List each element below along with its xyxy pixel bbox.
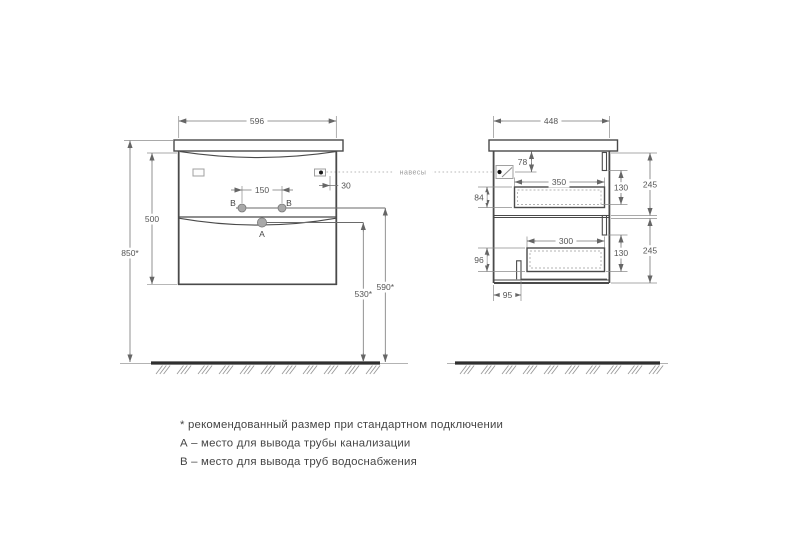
floor-hatch-tick bbox=[265, 366, 272, 375]
drain-hole bbox=[257, 218, 266, 227]
dimension-label: 78 bbox=[517, 157, 528, 167]
hangers-label: навесы bbox=[399, 169, 427, 177]
dimension-label: 95 bbox=[502, 290, 513, 300]
floor-hatch-tick bbox=[370, 366, 377, 375]
floor-hatch-tick bbox=[160, 366, 167, 375]
water-hole-right bbox=[278, 204, 286, 212]
note-a: А – место для вывода трубы канализации bbox=[180, 437, 411, 450]
dimension-label: 130 bbox=[613, 182, 629, 193]
dimension-label: 300 bbox=[558, 236, 574, 246]
floor-hatch-tick bbox=[353, 366, 360, 375]
floor-hatch-tick bbox=[374, 366, 381, 375]
dim-front-width bbox=[179, 116, 337, 138]
dim-front-body-height bbox=[142, 153, 177, 284]
dimension-label: 84 bbox=[474, 192, 484, 203]
floor-hatch-tick bbox=[185, 366, 192, 375]
dimension-label: 448 bbox=[543, 116, 559, 126]
floor-side bbox=[447, 363, 668, 374]
dim-bottom-drawer-depth bbox=[527, 236, 605, 248]
water-label-right: B bbox=[286, 198, 292, 208]
countertop-side bbox=[489, 140, 618, 151]
front-view bbox=[120, 140, 408, 374]
countertop-front bbox=[174, 140, 343, 151]
floor-hatch-tick bbox=[328, 366, 335, 375]
floor-hatch-tick bbox=[628, 366, 635, 375]
dimension-label: 245 bbox=[642, 179, 658, 190]
dimension-label: 96 bbox=[474, 255, 484, 265]
floor-hatch-tick bbox=[586, 366, 593, 375]
basin-top-curve bbox=[180, 152, 336, 158]
notes bbox=[180, 419, 503, 468]
dimension-label: 596 bbox=[249, 116, 265, 126]
dimension-label: 530* bbox=[354, 289, 373, 299]
floor-hatch-tick bbox=[324, 366, 331, 375]
floor-hatch-tick bbox=[164, 366, 171, 375]
floor-hatch-tick bbox=[548, 366, 555, 375]
floor-hatch-tick bbox=[219, 366, 226, 375]
floor-hatch-tick bbox=[510, 366, 516, 375]
dim-install-height bbox=[117, 141, 173, 363]
bottom-drawer-inner-dashed bbox=[530, 251, 601, 268]
floor-hatch-tick bbox=[261, 366, 268, 375]
floor-hatch-tick bbox=[206, 366, 213, 375]
top-front-panel-edge bbox=[602, 153, 606, 171]
dimension-label: 500 bbox=[144, 214, 160, 224]
floor-hatch-tick bbox=[286, 366, 293, 375]
floor-hatch-tick bbox=[345, 366, 352, 375]
side-hanger bbox=[496, 166, 513, 179]
floor-hatch-tick bbox=[223, 366, 230, 375]
floor-hatch-tick bbox=[569, 366, 576, 375]
drain-label: A bbox=[259, 229, 265, 239]
floor-hatch-tick bbox=[611, 366, 618, 375]
floor-hatch-tick bbox=[177, 366, 184, 375]
dimension-label: 30 bbox=[341, 180, 351, 191]
floor-front bbox=[120, 363, 408, 374]
water-label-left: B bbox=[230, 198, 236, 208]
floor-hatch-tick bbox=[632, 366, 639, 375]
floor-hatch-tick bbox=[282, 366, 289, 375]
dimension-label: 850* bbox=[121, 248, 139, 258]
floor-hatch-tick bbox=[156, 366, 163, 375]
floor-hatch-tick bbox=[366, 366, 373, 375]
floor-hatch-tick bbox=[527, 366, 534, 375]
floor-hatch-tick bbox=[244, 366, 251, 375]
floor-hatch-tick bbox=[240, 366, 247, 375]
floor-hatch-tick bbox=[460, 366, 467, 375]
dimension-label: 590* bbox=[376, 282, 395, 292]
floor-hatch-tick bbox=[657, 366, 664, 375]
floor-hatch-tick bbox=[649, 366, 656, 375]
dim-top-drawer-inner-height bbox=[471, 187, 512, 208]
plumbing-notch bbox=[517, 261, 607, 279]
dim-top-front-height bbox=[602, 171, 632, 205]
water-hole-left bbox=[238, 204, 246, 212]
floor-hatch-tick bbox=[332, 366, 339, 375]
floor-hatch-tick bbox=[565, 366, 572, 375]
floor-hatch-tick bbox=[636, 366, 643, 375]
dimension-label: 150 bbox=[254, 185, 270, 195]
floor-hatch-tick bbox=[615, 366, 622, 375]
floor-hatch-tick bbox=[607, 366, 614, 375]
floor-hatch-tick bbox=[594, 366, 601, 375]
floor-hatch-tick bbox=[531, 366, 538, 375]
floor-hatch-tick bbox=[198, 366, 205, 375]
top-drawer-inner-dashed bbox=[518, 190, 602, 205]
dimension-label: 245 bbox=[642, 245, 658, 256]
floor-hatch-tick bbox=[181, 366, 188, 375]
floor-hatch-tick bbox=[202, 366, 209, 375]
dim-side-depth bbox=[494, 116, 610, 138]
bottom-front-panel-edge bbox=[602, 216, 606, 236]
wall-hanger-left bbox=[193, 169, 204, 176]
floor-hatch-tick bbox=[481, 366, 488, 375]
floor-hatch-tick bbox=[311, 366, 318, 375]
floor-hatch-tick bbox=[552, 366, 559, 375]
floor-hatch-tick bbox=[489, 366, 496, 375]
dim-top-drawer-depth bbox=[515, 177, 605, 188]
floor-hatch-tick bbox=[303, 366, 310, 375]
dimension-label: 130 bbox=[613, 248, 629, 258]
floor-hatch-tick bbox=[485, 366, 492, 375]
dim-drain-outlet-height bbox=[350, 223, 376, 363]
floor-hatch-tick bbox=[573, 366, 580, 375]
note-b: В – место для вывода труб водоснабжения bbox=[180, 456, 417, 468]
floor-hatch-tick bbox=[269, 366, 276, 375]
dim-holes-spacing bbox=[231, 185, 293, 203]
floor-hatch-tick bbox=[523, 366, 530, 375]
floor-hatch-tick bbox=[248, 366, 255, 375]
floor-hatch-tick bbox=[464, 366, 471, 375]
floor-hatch-tick bbox=[227, 366, 234, 375]
dim-water-outlet-height bbox=[372, 208, 398, 362]
note-recommended: * рекомендованный размер при стандартном подключении bbox=[180, 419, 504, 431]
floor-hatch-tick bbox=[349, 366, 356, 375]
floor-hatch-tick bbox=[544, 366, 551, 375]
hanger-dot-icon bbox=[497, 170, 501, 174]
floor-hatch-tick bbox=[468, 366, 475, 375]
dimensions bbox=[117, 116, 661, 362]
floor-hatch-tick bbox=[307, 366, 314, 375]
dim-hanger-setback bbox=[515, 152, 537, 173]
floor-hatch-tick bbox=[502, 366, 509, 375]
floor-hatch-tick bbox=[590, 366, 597, 375]
dimension-label: 350 bbox=[551, 177, 567, 187]
floor-hatch-tick bbox=[653, 366, 660, 375]
floor-hatch-tick bbox=[506, 366, 513, 375]
floor-hatch-tick bbox=[290, 366, 297, 375]
hanger-dot-icon bbox=[319, 171, 323, 175]
